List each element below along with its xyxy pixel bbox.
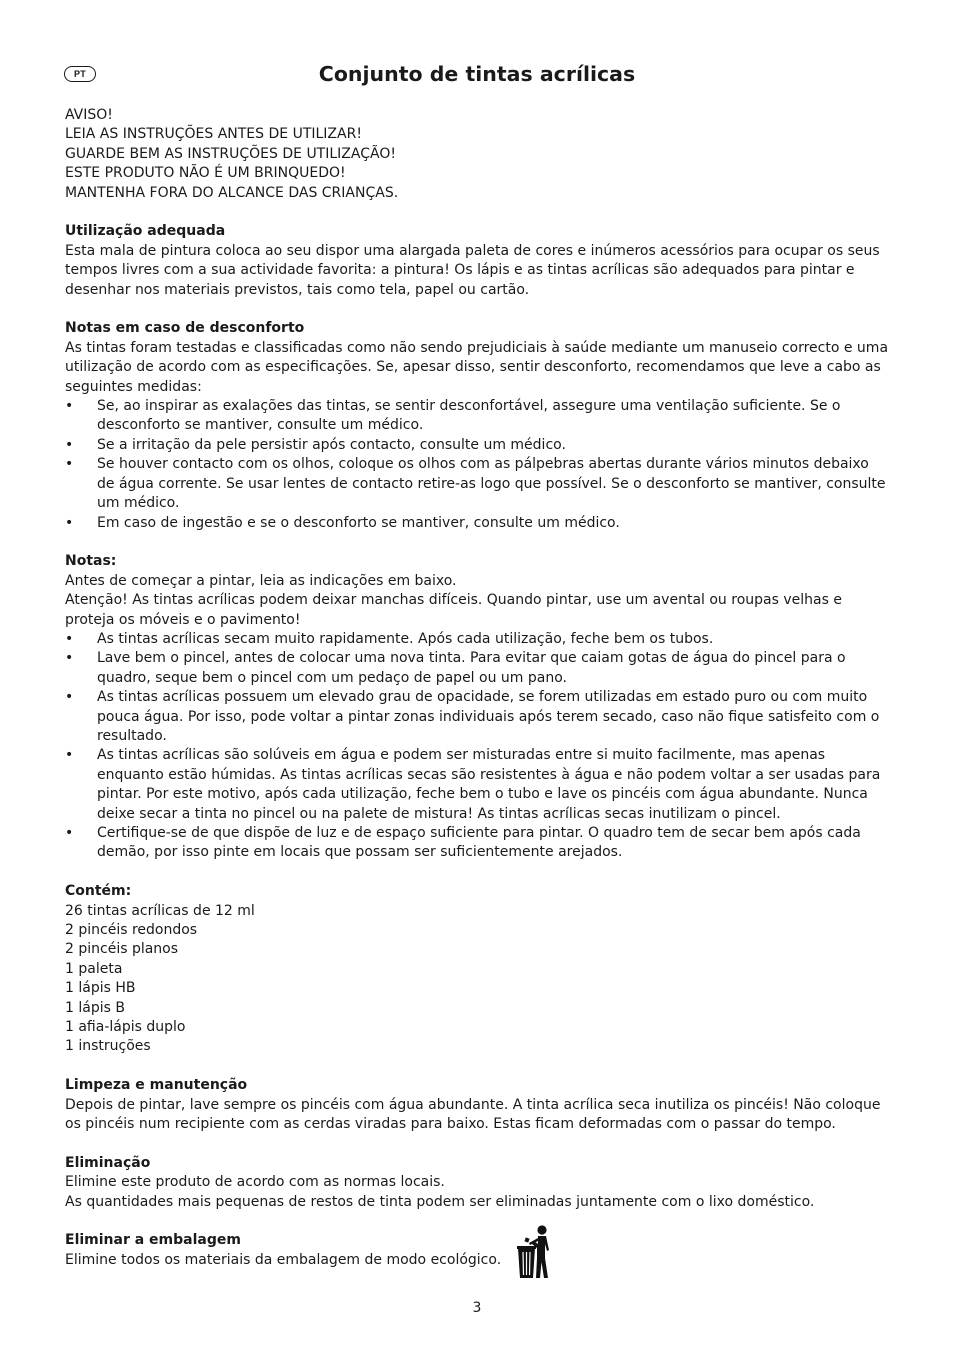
packaging-section [65, 1231, 890, 1270]
section-heading: Eliminação [65, 1154, 151, 1171]
section-heading: Limpeza e manutenção [65, 1077, 248, 1094]
contents-item: 2 pincéis redondos [65, 922, 198, 938]
section-text: Elimine este produto de acordo com as normas locais. [65, 1174, 445, 1191]
disposal-section [65, 1154, 890, 1212]
contents-item: 26 tintas acrílicas de 12 ml [65, 902, 255, 919]
contents-item: 1 paleta [65, 960, 123, 977]
section-text: Depois de pintar, lave sempre os pincéis com água abundante. A tinta acrílica seca inutiliza os pincéis! Não coloque os pincéis num recipiente com as cerdas viradas para baixo. Estas ficam deformadas com o passar do tempo. [65, 1096, 881, 1133]
contents-section [65, 882, 890, 1057]
intended-use-section [65, 222, 890, 300]
notes-section [65, 552, 890, 863]
warning-line: MANTENHA FORA DO ALCANCE DAS CRIANÇAS. [65, 184, 399, 201]
contents-item: 1 lápis HB [65, 980, 136, 997]
tidyman-recycle-icon [516, 1224, 556, 1280]
page-number: 3 [472, 1300, 482, 1316]
list-item: • Se houver contacto com os olhos, coloque os olhos com as pálpebras abertas durante vários minutos debaixo de água corrente. Se usar lentes de contacto retire-as logo que possível. Se o desconforto se mantiver, consulte um médico. [65, 456, 886, 512]
bullet-list [65, 397, 890, 533]
contents-item: 1 instruções [65, 1038, 151, 1055]
warning-line: GUARDE BEM AS INSTRUÇÕES DE UTILIZAÇÃO! [65, 145, 396, 162]
contents-item: 1 afia-lápis duplo [65, 1019, 186, 1036]
warning-line: ESTE PRODUTO NÃO É UM BRINQUEDO! [65, 165, 346, 182]
section-text: Atenção! As tintas acrílicas podem deixar manchas difíceis. Quando pintar, use um avental ou roupas velhas e proteja os móveis e o pavimento! [65, 592, 842, 628]
section-text: Esta mala de pintura coloca ao seu dispor uma alargada paleta de cores e inúmeros acessórios para ocupar os seus tempos livres com a sua actividade favorita: a pintura! Os lápis e as tintas acrílicas são adequados para pintar e desenhar nos materiais previstos, tais como tela, papel ou cartão. [65, 242, 880, 298]
section-text: Elimine todos os materiais da embalagem de modo ecológico. [65, 1251, 502, 1268]
list-item: • As tintas acrílicas são solúveis em água e podem ser misturadas entre si muito facilmente, mas apenas enquanto estão húmidas. As tintas acrílicas secas são resistentes à água e não podem voltar a ser usadas para pintar. Por este motivo, após cada utilização, feche bem o tubo e lave os pincéis com água abundante. Nunca deixe secar a tinta no pincel ou na palete de mistura! As tintas acrílicas secas inutilizam o pincel. [65, 747, 881, 822]
list-item: • As tintas acrílicas possuem um elevado grau de opacidade, se forem utilizadas em estado puro ou com muito pouca água. Por isso, pode voltar a pintar zonas individuais após terem secado, caso não fique satisfeito com o resultado. [65, 689, 880, 744]
contents-item: 2 pincéis planos [65, 941, 179, 958]
warning-block [65, 106, 890, 203]
section-heading: Notas em caso de desconforto [65, 320, 305, 337]
contents-item: 1 lápis B [65, 999, 125, 1016]
section-heading: Utilização adequada [65, 223, 226, 240]
section-heading: Notas: [65, 553, 117, 570]
cleaning-section [65, 1076, 890, 1134]
list-item: • Lave bem o pincel, antes de colocar uma nova tinta. Para evitar que caiam gotas de água do pincel para o quadro, seque bem o pincel com um pedaço de papel ou um pano. [65, 650, 846, 686]
page-title: Conjunto de tintas acrílicas [318, 62, 636, 86]
warning-line: LEIA AS INSTRUÇÕES ANTES DE UTILIZAR! [65, 126, 362, 143]
list-item: • Se a irritação da pele persistir após contacto, consulte um médico. [65, 436, 566, 453]
list-item: • Em caso de ingestão e se o desconforto se mantiver, consulte um médico. [65, 514, 620, 531]
section-heading: Eliminar a embalagem [65, 1232, 241, 1249]
list-item: • Certifique-se de que dispõe de luz e de espaço suficiente para pintar. O quadro tem de secar bem após cada demão, por isso pinte em locais que possam ser suficientemente arejados. [65, 824, 861, 861]
discomfort-section [65, 319, 890, 532]
warning-line: AVISO! [65, 107, 113, 123]
document-body [65, 106, 890, 1270]
bullet-list [65, 630, 890, 863]
section-text: As quantidades mais pequenas de restos de tinta podem ser eliminadas juntamente com o lixo doméstico. [65, 1193, 815, 1210]
section-text: Antes de começar a pintar, leia as indicações em baixo. [65, 572, 457, 589]
section-heading: Contém: [65, 883, 132, 900]
list-item: • Se, ao inspirar as exalações das tintas, se sentir desconfortável, assegure uma ventilação suficiente. Se o desconforto se mantiver, consulte um médico. [65, 398, 841, 434]
language-badge: PT [64, 66, 96, 82]
list-item: • As tintas acrílicas secam muito rapidamente. Após cada utilização, feche bem os tubos. [65, 630, 714, 647]
section-text: As tintas foram testadas e classificadas como não sendo prejudiciais à saúde mediante um manuseio correcto e uma utilização de acordo com as especificações. Se, apesar disso, sentir desconforto, recomendamos que leve a cabo as seguintes medidas: [65, 339, 889, 395]
